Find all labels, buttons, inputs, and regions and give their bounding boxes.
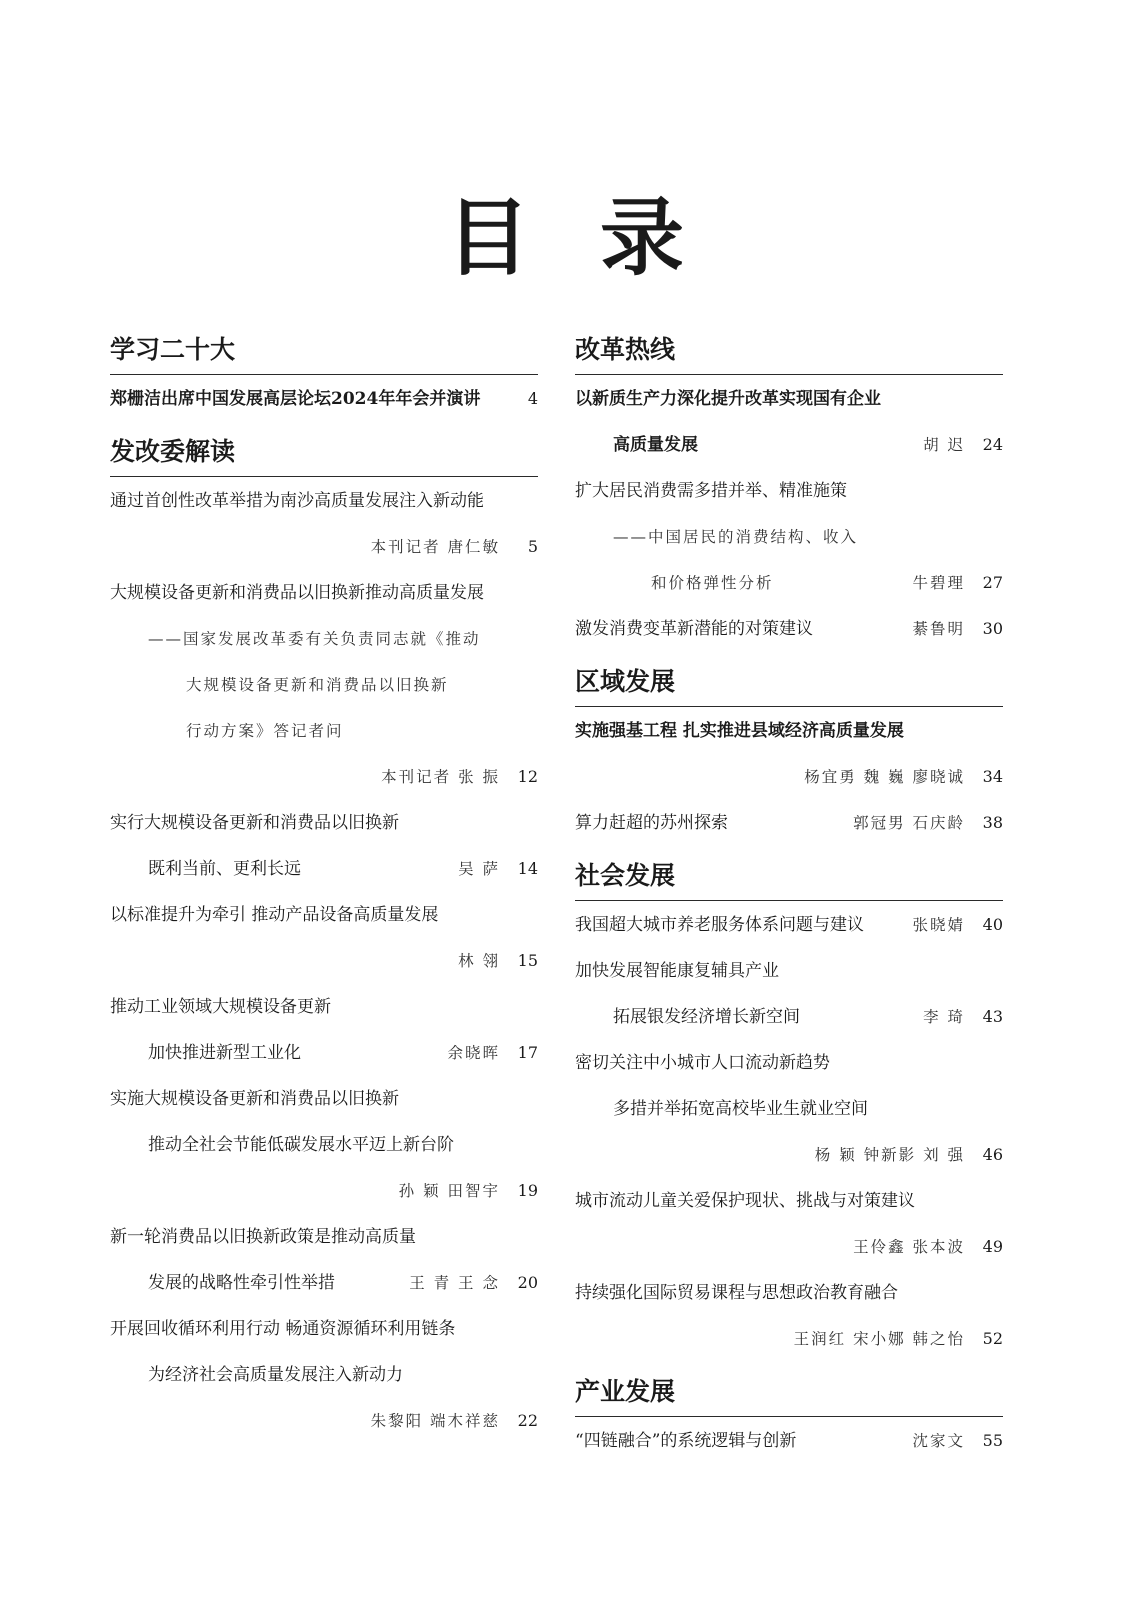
entry-author: 吴 萨 [458, 860, 500, 878]
toc-entry-line [575, 994, 1003, 1040]
toc-entry-line [110, 570, 538, 616]
entry-author: 杨宜勇 魏 巍 廖晓诚 [804, 768, 965, 786]
entry-title[interactable]: 发展的战略性牵引性举措 [148, 1273, 335, 1293]
entry-page-number: 5 [527, 537, 538, 556]
entry-title[interactable]: 加快推进新型工业化 [148, 1043, 301, 1063]
entry-author: 王 青 王 念 [409, 1274, 500, 1292]
toc-entry-line [575, 376, 1003, 422]
toc-entry-line [110, 1214, 538, 1260]
toc-entry-line [110, 1306, 538, 1352]
entry-title[interactable]: 推动全社会节能低碳发展水平迈上新台阶 [148, 1135, 454, 1155]
toc-entry-line [110, 938, 538, 984]
entry-title[interactable]: 我国超大城市养老服务体系问题与建议 [575, 915, 864, 935]
entry-author: 牛碧理 [912, 574, 965, 592]
section-heading: 学习二十大 [110, 326, 538, 375]
entry-page-number: 55 [982, 1431, 1003, 1450]
toc-entry-line [110, 1260, 538, 1306]
entry-page-number: 49 [982, 1237, 1003, 1256]
toc-entry-line [575, 708, 1003, 754]
entry-author: 王伶鑫 张本波 [853, 1238, 965, 1256]
toc-entry-line [575, 422, 1003, 468]
toc-entry-line [110, 662, 538, 708]
entry-author: 綦鲁明 [912, 620, 965, 638]
entry-page-number: 19 [517, 1181, 538, 1200]
entry-title[interactable]: 实施强基工程 扎实推进县域经济高质量发展 [575, 721, 904, 741]
section-heading: 社会发展 [575, 852, 1003, 901]
entry-title[interactable]: 行动方案》答记者问 [186, 722, 344, 740]
entry-title[interactable]: ——国家发展改革委有关负责同志就《推动 [148, 630, 481, 648]
page-title-char-2: 录 [600, 188, 685, 287]
entry-title[interactable]: ——中国居民的消费结构、收入 [613, 528, 859, 546]
entry-author: 朱黎阳 端木祥慈 [370, 1412, 500, 1430]
page-title-char-1: 目 [445, 188, 530, 287]
entry-author: 孙 颖 田智宇 [398, 1182, 500, 1200]
entry-author: 张晓婧 [912, 916, 965, 934]
entry-title[interactable]: 推动工业领域大规模设备更新 [110, 997, 331, 1017]
toc-entry-line [575, 948, 1003, 994]
entry-title[interactable]: 以新质生产力深化提升改革实现国有企业 [575, 389, 881, 409]
entry-page-number: 38 [982, 813, 1003, 832]
section-heading: 改革热线 [575, 326, 1003, 375]
toc-entry-line [575, 1224, 1003, 1270]
entry-page-number: 12 [517, 767, 538, 786]
entry-title[interactable]: 拓展银发经济增长新空间 [613, 1007, 800, 1027]
entry-title[interactable]: 实施大规模设备更新和消费品以旧换新 [110, 1089, 399, 1109]
entry-page-number: 46 [982, 1145, 1003, 1164]
entry-title[interactable]: 实行大规模设备更新和消费品以旧换新 [110, 813, 399, 833]
entry-author: 李 琦 [923, 1008, 965, 1026]
entry-page-number: 15 [517, 951, 538, 970]
entry-page-number: 22 [517, 1411, 538, 1430]
entry-title[interactable]: 持续强化国际贸易课程与思想政治教育融合 [575, 1283, 898, 1303]
toc-entry-line [110, 846, 538, 892]
entry-title[interactable]: 以标准提升为牵引 推动产品设备高质量发展 [110, 905, 439, 925]
toc-entry-line [575, 1316, 1003, 1362]
toc-left-column [110, 326, 538, 1444]
entry-author: 胡 迟 [923, 436, 965, 454]
entry-title[interactable]: 高质量发展 [613, 435, 698, 455]
entry-title[interactable]: 城市流动儿童关爱保护现状、挑战与对策建议 [575, 1191, 915, 1211]
toc-entry-line [110, 708, 538, 754]
entry-author: 余晓晖 [447, 1044, 500, 1062]
toc-entry-line [110, 376, 538, 422]
entry-title[interactable]: “四链融合”的系统逻辑与创新 [575, 1431, 797, 1451]
toc-right-column [575, 326, 1003, 1464]
entry-author: 郭冠男 石庆龄 [853, 814, 965, 832]
toc-entry-line [575, 1270, 1003, 1316]
toc-entry-line [110, 1030, 538, 1076]
toc-entry-line [110, 1122, 538, 1168]
entry-title[interactable]: 新一轮消费品以旧换新政策是推动高质量 [110, 1227, 416, 1247]
entry-title[interactable]: 郑栅洁出席中国发展高层论坛2024年年会并演讲 [110, 389, 481, 409]
entry-title[interactable]: 和价格弹性分析 [651, 574, 774, 592]
entry-author: 杨 颖 钟新影 刘 强 [814, 1146, 965, 1164]
section-heading: 区域发展 [575, 658, 1003, 707]
page-title [0, 188, 1130, 288]
entry-page-number: 20 [517, 1273, 538, 1292]
toc-entry-line [575, 1086, 1003, 1132]
toc-entry-line [575, 468, 1003, 514]
toc-entry-line [575, 1040, 1003, 1086]
entry-title[interactable]: 大规模设备更新和消费品以旧换新 [186, 676, 449, 694]
entry-page-number: 27 [982, 573, 1003, 592]
toc-entry-line [110, 800, 538, 846]
entry-title[interactable]: 既利当前、更利长远 [148, 859, 301, 879]
entry-author: 本刊记者 张 振 [381, 768, 500, 786]
toc-entry-line [575, 606, 1003, 652]
entry-author: 王润红 宋小娜 韩之怡 [793, 1330, 965, 1348]
entry-title[interactable]: 为经济社会高质量发展注入新动力 [148, 1365, 403, 1385]
entry-author: 本刊记者 唐仁敏 [370, 538, 500, 556]
entry-page-number: 17 [517, 1043, 538, 1062]
entry-page-number: 34 [982, 767, 1003, 786]
toc-entry-line [575, 1418, 1003, 1464]
entry-title[interactable]: 开展回收循环利用行动 畅通资源循环利用链条 [110, 1319, 456, 1339]
entry-title[interactable]: 算力赶超的苏州探索 [575, 813, 728, 833]
entry-author: 林 翎 [458, 952, 500, 970]
entry-title[interactable]: 多措并举拓宽高校毕业生就业空间 [613, 1099, 868, 1119]
entry-page-number: 14 [517, 859, 538, 878]
toc-entry-line [575, 514, 1003, 560]
section-heading: 发改委解读 [110, 428, 538, 477]
toc-entry-line [110, 524, 538, 570]
entry-title[interactable]: 通过首创性改革举措为南沙高质量发展注入新动能 [110, 491, 484, 511]
entry-page-number: 30 [982, 619, 1003, 638]
toc-entry-line [110, 1168, 538, 1214]
entry-page-number: 24 [982, 435, 1003, 454]
toc-entry-line [575, 1132, 1003, 1178]
entry-page-number: 40 [982, 915, 1003, 934]
entry-page-number: 52 [982, 1329, 1003, 1348]
entry-title[interactable]: 加快发展智能康复辅具产业 [575, 961, 779, 981]
entry-page-number: 43 [982, 1007, 1003, 1026]
entry-title[interactable]: 扩大居民消费需多措并举、精准施策 [575, 481, 847, 501]
toc-entry-line [575, 560, 1003, 606]
entry-page-number: 4 [527, 389, 538, 408]
section-heading: 产业发展 [575, 1368, 1003, 1417]
toc-entry-line [110, 892, 538, 938]
toc-entry-line [110, 984, 538, 1030]
entry-title[interactable]: 激发消费变革新潜能的对策建议 [575, 619, 813, 639]
entry-title[interactable]: 大规模设备更新和消费品以旧换新推动高质量发展 [110, 583, 484, 603]
entry-author: 沈家文 [912, 1432, 965, 1450]
toc-entry-line [110, 478, 538, 524]
toc-entry-line [575, 754, 1003, 800]
toc-entry-line [110, 1076, 538, 1122]
toc-entry-line [110, 754, 538, 800]
toc-entry-line [575, 902, 1003, 948]
toc-entry-line [575, 800, 1003, 846]
entry-title[interactable]: 密切关注中小城市人口流动新趋势 [575, 1053, 830, 1073]
toc-entry-line [110, 1398, 538, 1444]
toc-entry-line [575, 1178, 1003, 1224]
toc-entry-line [110, 616, 538, 662]
toc-entry-line [110, 1352, 538, 1398]
